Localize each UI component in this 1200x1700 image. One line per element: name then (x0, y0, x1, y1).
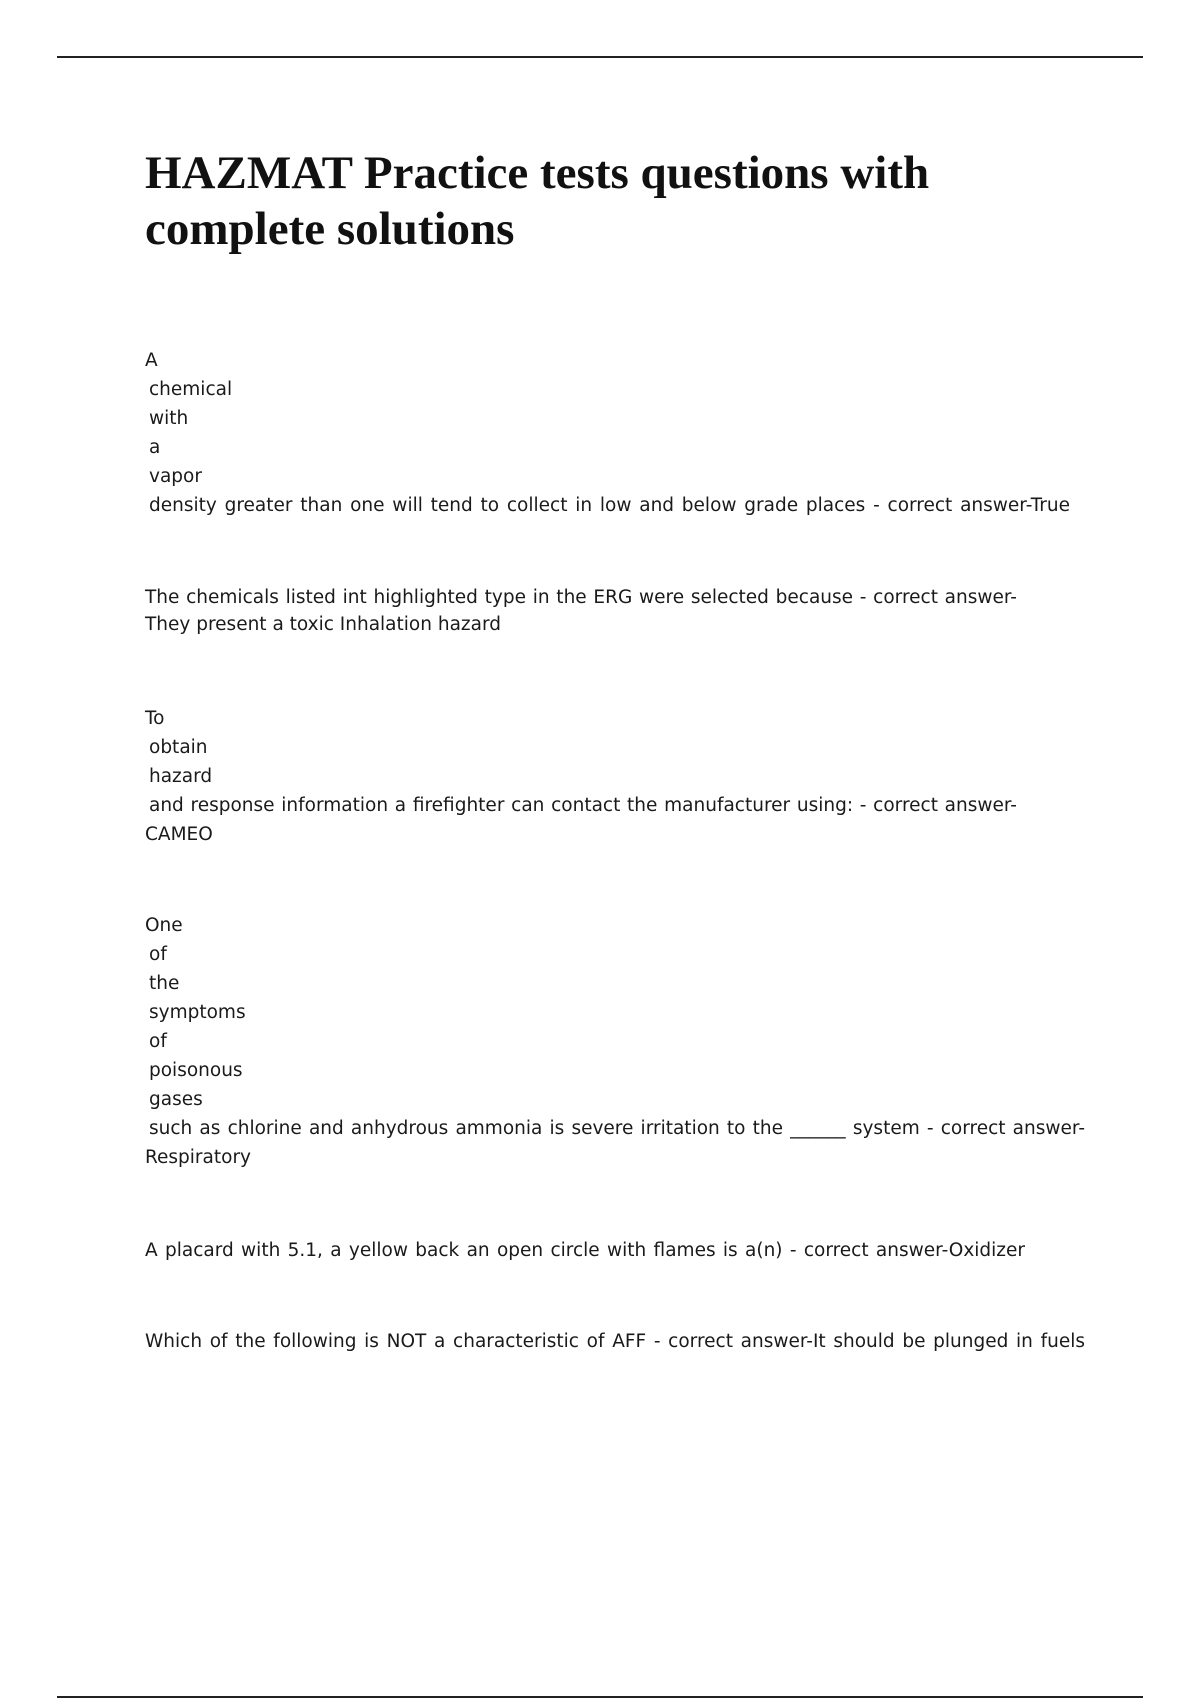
qa-item-4 (145, 911, 1085, 1172)
qa-line: Which of the following is NOT a characteristic of AFF - correct answer-It should be plunged in fuels (145, 1331, 1085, 1352)
qa-line: of (149, 1031, 167, 1052)
qa-item-5 (145, 1236, 1025, 1265)
qa-line: One (145, 915, 183, 936)
qa-line: Respiratory (145, 1147, 251, 1168)
qa-line: The chemicals listed int highlighted type in the ERG were selected because - correct answer- (145, 587, 1017, 608)
qa-item-2 (145, 584, 1017, 638)
qa-line: To (145, 708, 165, 729)
qa-line: They present a toxic Inhalation hazard (145, 614, 501, 635)
qa-line: a (149, 437, 161, 458)
qa-line: A placard with 5.1, a yellow back an open circle with flames is a(n) - correct answer-Oxidizer (145, 1240, 1025, 1261)
bottom-rule (57, 1696, 1143, 1698)
qa-line: obtain (149, 737, 208, 758)
qa-line: poisonous (149, 1060, 243, 1081)
qa-line: gases (149, 1089, 203, 1110)
document-title: HAZMAT Practice tests questions with complete solutions (145, 147, 930, 255)
qa-line: with (149, 408, 189, 429)
qa-line: of (149, 944, 167, 965)
qa-item-6 (145, 1327, 1085, 1356)
qa-line: CAMEO (145, 824, 213, 845)
qa-item-3 (145, 704, 1017, 849)
qa-line: A (145, 350, 158, 371)
qa-line: hazard (149, 766, 213, 787)
qa-line: vapor (149, 466, 202, 487)
qa-line: symptoms (149, 1002, 246, 1023)
qa-line: density greater than one will tend to collect in low and below grade places - correct answer-True (149, 495, 1070, 516)
qa-line: such as chlorine and anhydrous ammonia is severe irritation to the ______ system - correct answer- (149, 1118, 1085, 1139)
qa-line: the (149, 973, 180, 994)
qa-item-1 (145, 346, 1070, 520)
top-rule (57, 56, 1143, 58)
qa-line: chemical (149, 379, 233, 400)
qa-line: and response information a firefighter can contact the manufacturer using: - correct answer- (149, 795, 1017, 816)
